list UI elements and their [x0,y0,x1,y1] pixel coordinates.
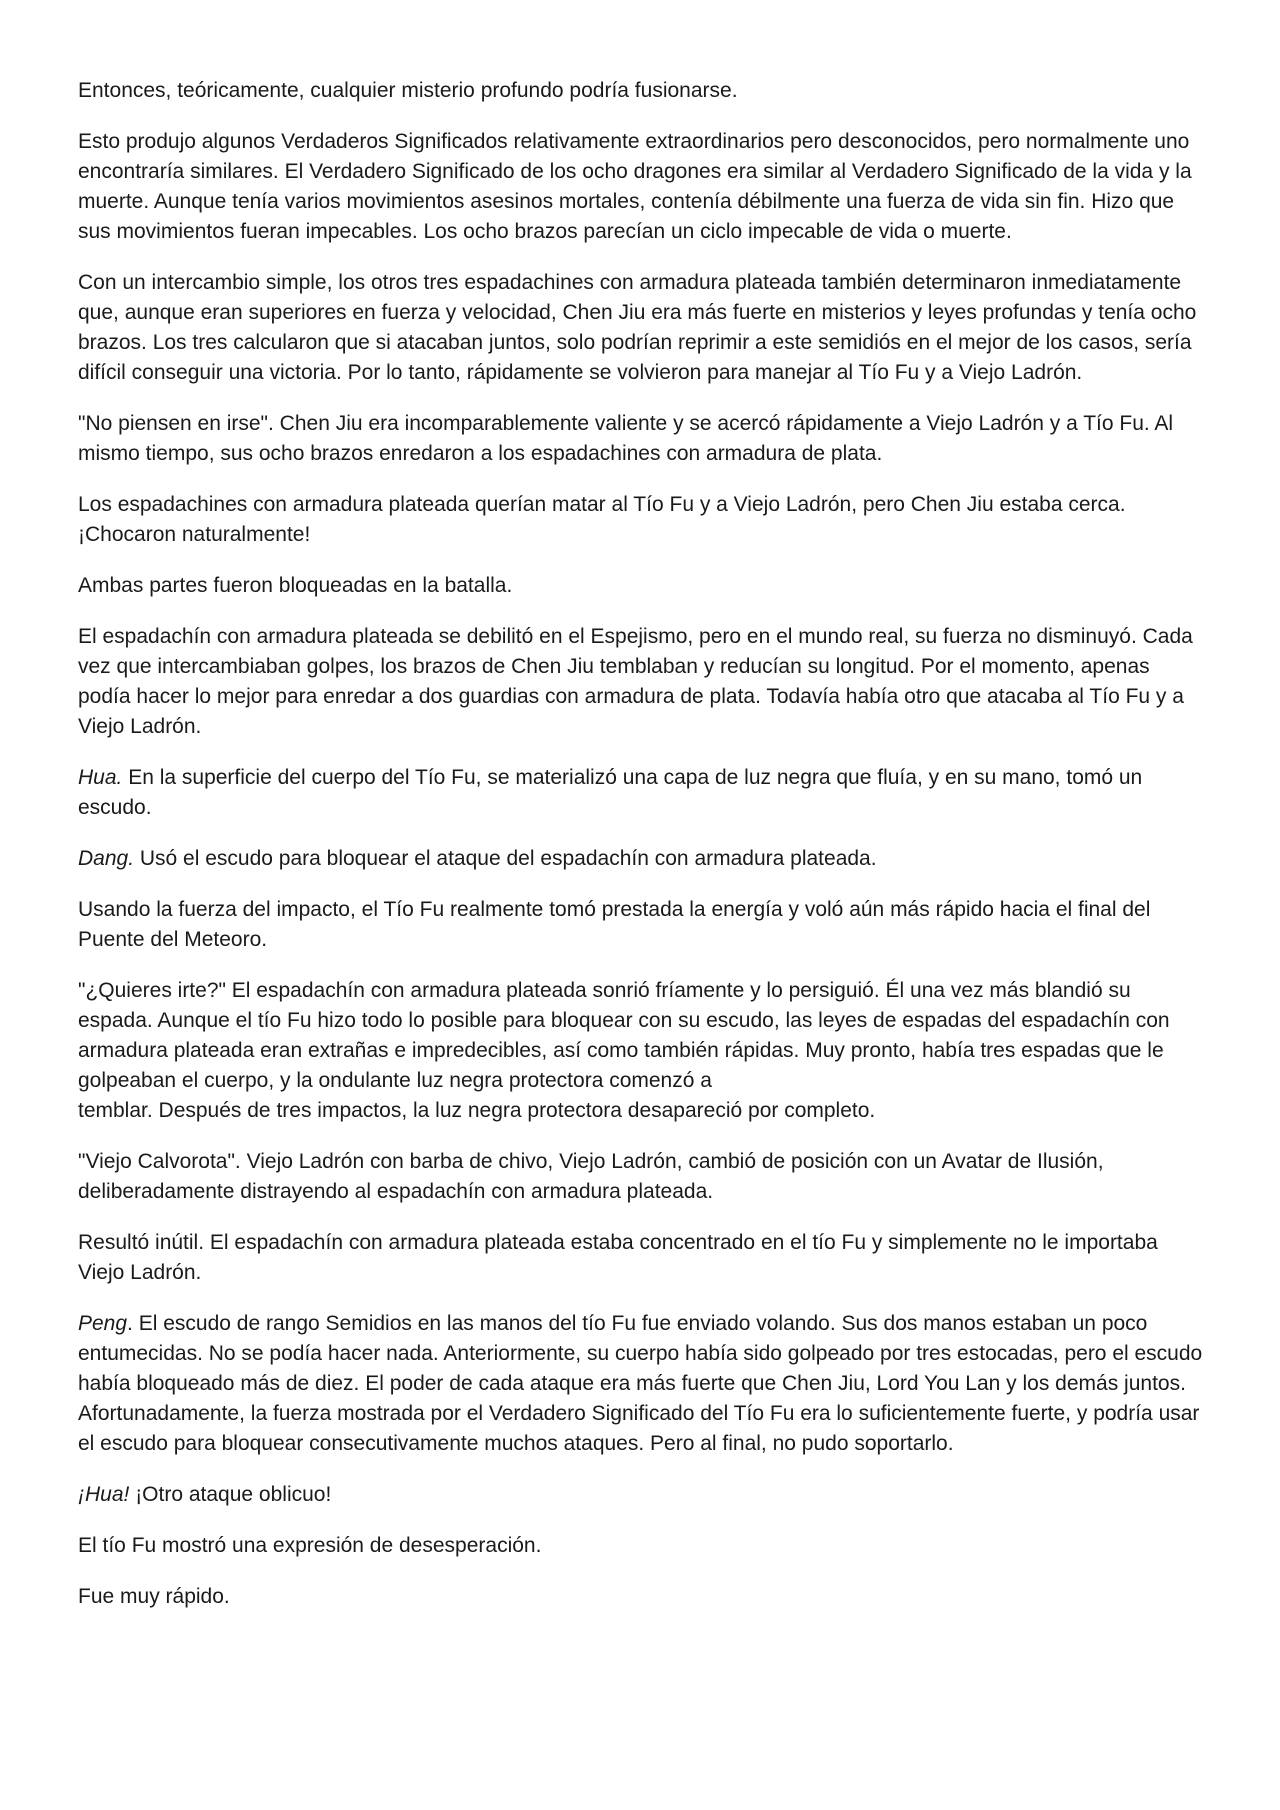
paragraph [78,1480,1206,1510]
paragraph [78,1582,1206,1612]
paragraph [78,409,1206,469]
paragraph [78,1228,1206,1288]
text-run: ¡Otro ataque oblicuo! [129,1483,332,1506]
italic-text: Peng [78,1312,128,1335]
text-run: Con un intercambio simple, los otros tres espadachines con armadura plateada también determinaron inmediatamente que, aunque eran superiores en fuerza y velocidad, Chen Jiu era más fuerte en misterios y leyes profundas y tenía ocho brazos. Los tres calcularon que si atacaban juntos, solo podrían reprimir a este semidiós en el mejor de los casos, sería difícil conseguir una victoria. Por lo tanto, rápidamente se volvieron para manejar al Tío Fu y a Viejo Ladrón. [78,271,1197,384]
paragraph [78,622,1206,742]
text-run: Esto produjo algunos Verdaderos Significados relativamente extraordinarios pero desconocidos, pero normalmente uno encontraría similares. El Verdadero Significado de los ocho dragones era similar al Verdadero Significado de la vida y la muerte. Aunque tenía varios movimientos asesinos mortales, contenía débilmente una fuerza de vida sin fin. Hizo que sus movimientos fueran impecables. Los ocho brazos parecían un ciclo impecable de vida o muerte. [78,130,1192,243]
text-run: Entonces, teóricamente, cualquier misterio profundo podría fusionarse. [78,79,738,102]
text-run: Resultó inútil. El espadachín con armadura plateada estaba concentrado en el tío Fu y simplemente no le importaba Viejo Ladrón. [78,1231,1158,1284]
italic-text: ¡Hua! [78,1483,130,1506]
text-run: "Viejo Calvorota". Viejo Ladrón con barba de chivo, Viejo Ladrón, cambió de posición con un Avatar de Ilusión, deliberadamente distrayendo al espadachín con armadura plateada. [78,1150,1104,1203]
paragraph [78,127,1206,247]
text-run: . El escudo de rango Semidios en las manos del tío Fu fue enviado volando. Sus dos manos estaban un poco entumecidas. No se podía hacer nada. Anteriormente, su cuerpo había sido golpeado por tres estocadas, pero el escudo había bloqueado más de diez. El poder de cada ataque era más fuerte que Chen Jiu, Lord You Lan y los demás juntos. Afortunadamente, la fuerza mostrada por el Verdadero Significado del Tío Fu era lo suficientemente fuerte, y podría usar el escudo para bloquear consecutivamente muchos ataques. Pero al final, no pudo soportarlo. [78,1312,1203,1455]
paragraph [78,895,1206,955]
text-run: Fue muy rápido. [78,1585,230,1608]
paragraph [78,1309,1206,1459]
text-run: El espadachín con armadura plateada se debilitó en el Espejismo, pero en el mundo real, su fuerza no disminuyó. Cada vez que intercambiaban golpes, los brazos de Chen Jiu temblaban y reducían su longitud. Por el momento, apenas podía hacer lo mejor para enredar a dos guardias con armadura de plata. Todavía había otro que atacaba al Tío Fu y a Viejo Ladrón. [78,625,1193,738]
italic-text: Hua. [78,766,123,789]
paragraph [78,1531,1206,1561]
text-run: El tío Fu mostró una expresión de desesperación. [78,1534,542,1557]
text-run: Ambas partes fueron bloqueadas en la batalla. [78,574,513,597]
paragraph [78,571,1206,601]
paragraph [78,76,1206,106]
paragraph [78,268,1206,388]
text-run: "¿Quieres irte?" El espadachín con armadura plateada sonrió fríamente y lo persiguió. Él una vez más blandió su espada. Aunque el tío Fu hizo todo lo posible para bloquear con su escudo, las leyes de espadas del espadachín con armadura plateada eran extrañas e impredecibles, así como también rápidas. Muy pronto, había tres espadas que le golpeaban el cuerpo, y la ondulante luz negra protectora comenzó a [78,979,1170,1092]
paragraph [78,1147,1206,1207]
paragraph [78,763,1206,823]
text-run: Usó el escudo para bloquear el ataque del espadachín con armadura plateada. [134,847,877,870]
text-run: Los espadachines con armadura plateada querían matar al Tío Fu y a Viejo Ladrón, pero Chen Jiu estaba cerca. ¡Chocaron naturalmente! [78,493,1126,546]
text-run: "No piensen en irse". Chen Jiu era incomparablemente valiente y se acercó rápidamente a Viejo Ladrón y a Tío Fu. Al mismo tiempo, sus ocho brazos enredaron a los espadachines con armadura de plata. [78,412,1174,465]
text-run: En la superficie del cuerpo del Tío Fu, se materializó una capa de luz negra que fluía, y en su mano, tomó un escudo. [78,766,1143,819]
document-page [78,76,1206,1633]
text-run: Usando la fuerza del impacto, el Tío Fu realmente tomó prestada la energía y voló aún más rápido hacia el final del Puente del Meteoro. [78,898,1151,951]
document-body [78,76,1206,1612]
paragraph [78,844,1206,874]
italic-text: Dang. [78,847,135,870]
text-run: temblar. Después de tres impactos, la luz negra protectora desapareció por completo. [78,1099,876,1122]
paragraph [78,976,1206,1126]
paragraph [78,490,1206,550]
